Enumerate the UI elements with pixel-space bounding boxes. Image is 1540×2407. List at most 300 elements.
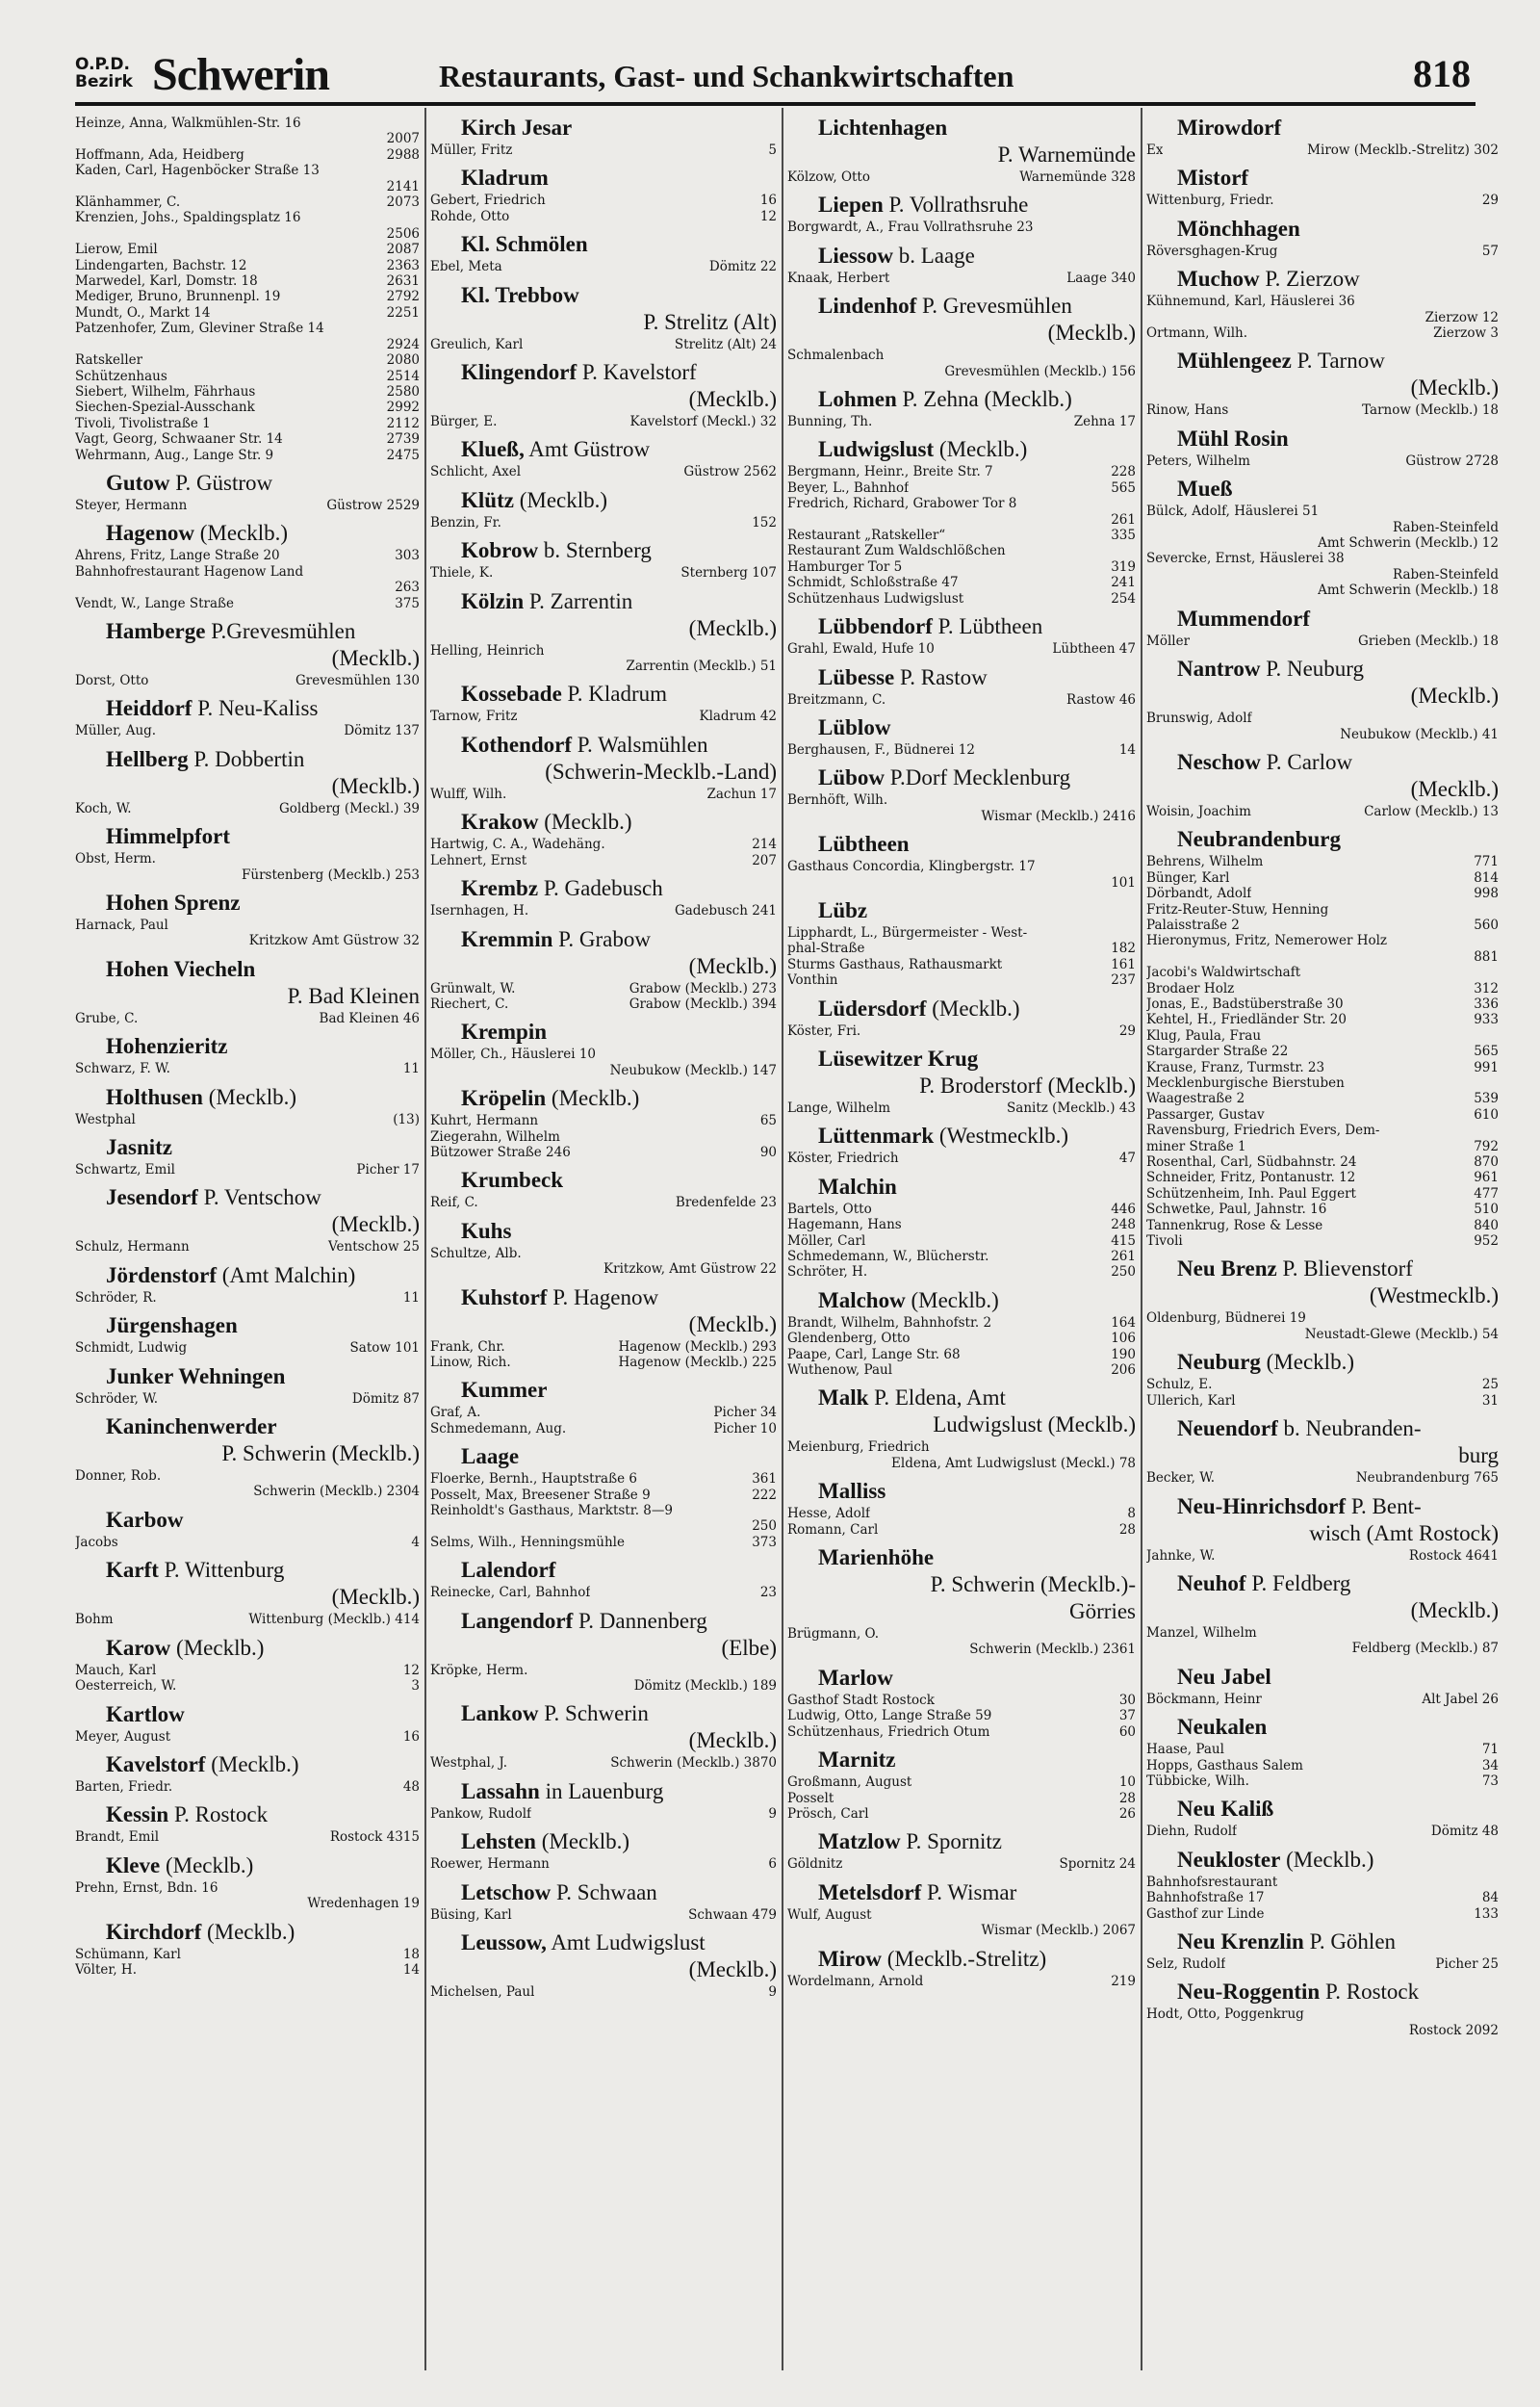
place-heading	[106, 1263, 420, 1288]
entry-phone: 28	[1118, 1521, 1136, 1538]
entry-phone: 771	[1474, 854, 1499, 870]
entry-name: Haase, Paul	[1146, 1742, 1224, 1758]
listing-entry	[430, 1145, 777, 1160]
place-name: Kothendorf	[461, 732, 572, 757]
place-heading-continuation: P. Warnemünde	[997, 142, 1136, 167]
listing-entry	[1146, 1044, 1499, 1059]
place-heading-continuation: wisch (Amt Rostock)	[1309, 1520, 1499, 1545]
entry-name: Fritz-Reuter-Stuw, Henning	[1146, 901, 1329, 918]
place-name: Hohen Sprenz	[106, 891, 241, 915]
postal-office: P. Neu-Kaliss	[192, 696, 319, 721]
place-heading	[461, 1701, 777, 1726]
place-name: Junker Wehningen	[106, 1363, 286, 1388]
postal-office: (Mecklb.)	[202, 1084, 297, 1109]
entry-name: Kuhrt, Hermann	[430, 1113, 539, 1129]
entry-phone: Picher 34	[713, 1405, 777, 1421]
entry-name: Brügmann, O.	[787, 1626, 880, 1643]
place-heading	[818, 832, 1136, 857]
postal-office: P. Tarnow	[1291, 349, 1385, 374]
entry-phone: 207	[752, 852, 777, 868]
entry-phone: Dömitz 87	[351, 1390, 420, 1407]
entry-phone: 31	[1481, 1392, 1499, 1409]
entry-phone: 2112	[386, 415, 420, 431]
postal-office: P. Rastow	[894, 664, 988, 689]
postal-office: P. Kavelstorf	[577, 360, 697, 385]
place-heading	[106, 1802, 420, 1827]
postal-office: (Mecklb.)	[1260, 1350, 1354, 1375]
entry-phone: Rostock 4315	[329, 1829, 420, 1846]
postal-office: P. Grevesmühlen	[916, 294, 1072, 319]
entry-name: Böckmann, Heinr	[1146, 1691, 1262, 1707]
place-heading	[106, 1185, 420, 1210]
entry-phone: Kavelstorf (Meckl.) 32	[629, 414, 777, 430]
entry-phone: 477	[1474, 1185, 1499, 1202]
listing-entry	[75, 116, 420, 131]
entry-phone: Dömitz 137	[344, 723, 420, 739]
listing-entry	[430, 1113, 777, 1128]
entry-phone: 65	[759, 1113, 777, 1129]
place-heading	[1177, 1350, 1499, 1375]
postal-office: P. Feldberg	[1245, 1570, 1351, 1595]
listing-entry	[1146, 142, 1499, 158]
entry-phone: Gadebusch 241	[674, 903, 777, 919]
entry-continuation: Raben-Steinfeld	[1392, 566, 1499, 582]
entry-name: Schützenheim, Inh. Paul Eggert	[1146, 1185, 1356, 1202]
entry-phone: 8	[1127, 1506, 1136, 1522]
listing-entry	[430, 709, 777, 724]
place-heading	[106, 1752, 420, 1777]
listing-entry	[787, 1856, 1136, 1872]
listing-entry	[1146, 1107, 1499, 1123]
place-heading	[1177, 1665, 1499, 1690]
listing-entry	[1146, 933, 1499, 948]
listing-entry	[1146, 244, 1499, 259]
postal-office: P.Dorf Mecklenburg	[885, 765, 1071, 790]
listing-entry	[1146, 2006, 1499, 2022]
listing-entry	[787, 1806, 1136, 1822]
entry-name: Westphal, J.	[430, 1755, 508, 1772]
place-name: Kremmin	[461, 926, 553, 951]
listing-entry	[1146, 1956, 1499, 1972]
postal-office: P. Hagenow	[547, 1284, 659, 1309]
listing-entry	[1146, 1692, 1499, 1707]
place-heading	[106, 1853, 420, 1878]
entry-name: Harnack, Paul	[75, 918, 168, 933]
entry-name: Schulz, E.	[1146, 1377, 1213, 1393]
entry-phone: Zehna 17	[1073, 414, 1136, 430]
entry-continuation: Kritzkow Amt Güstrow 32	[248, 933, 420, 949]
place-heading-continuation: P. Strelitz (Alt)	[643, 309, 777, 334]
place-name: Hohen Viecheln	[106, 956, 256, 981]
place-heading	[818, 1829, 1136, 1854]
entry-name: Riechert, C.	[430, 996, 509, 1012]
listing-entry	[75, 1947, 420, 1962]
place-name: Lübesse	[818, 664, 895, 689]
place-heading	[106, 696, 420, 721]
place-heading	[818, 715, 1136, 740]
place-name: Klingendorf	[461, 360, 578, 385]
listing-entry	[75, 1061, 420, 1076]
entry-phone: Laage 340	[1066, 270, 1136, 286]
entry-phone: 57	[1481, 243, 1499, 259]
listing-entry	[787, 641, 1136, 657]
entry-name: Lindengarten, Bachstr. 12	[75, 257, 247, 273]
place-name: Kladrum	[461, 166, 549, 191]
listing-entry	[1146, 965, 1499, 980]
entry-phone: Strelitz (Alt) 24	[674, 336, 777, 352]
place-heading	[818, 1880, 1136, 1905]
entry-phone: Grabow (Mecklb.) 273	[629, 980, 777, 996]
entry-phone: 60	[1118, 1723, 1136, 1740]
listing-entry	[787, 1708, 1136, 1723]
place-name: Kavelstorf	[106, 1751, 206, 1776]
listing-entry	[75, 1729, 420, 1745]
entry-name: Hartwig, C. A., Wadehäng.	[430, 837, 605, 853]
entry-phone: 610	[1474, 1106, 1499, 1123]
place-name: Malk	[818, 1385, 869, 1411]
place-name: Kleve	[106, 1852, 161, 1877]
place-heading	[818, 1747, 1136, 1773]
place-name: Neu Krenzlin	[1177, 1928, 1304, 1954]
entry-phone: Wittenburg (Mecklb.) 414	[248, 1612, 420, 1628]
listing-entry	[75, 321, 420, 336]
entry-name: Romann, Carl	[787, 1521, 879, 1538]
entry-phone: Tarnow (Mecklb.) 18	[1362, 402, 1499, 419]
entry-name: Schmalenbach	[787, 348, 885, 364]
postal-office: in Lauenburg	[539, 1778, 664, 1803]
entry-name: Helling, Heinrich	[430, 642, 545, 659]
entry-name: Beyer, L., Bahnhof	[787, 479, 910, 496]
place-heading	[461, 1378, 777, 1403]
entry-phone: Picher 17	[356, 1162, 420, 1178]
listing-entry	[787, 528, 1136, 543]
column-divider	[782, 108, 783, 2370]
entry-name: Bohm	[75, 1612, 114, 1628]
place-name: Jördenstorf	[106, 1262, 217, 1287]
listing-entry	[75, 1112, 420, 1127]
place-heading-continuation: (Mecklb.)	[1410, 375, 1499, 401]
entry-continuation: Dömitz (Mecklb.) 189	[633, 1678, 777, 1695]
entry-name: Dorst, Otto	[75, 672, 149, 688]
place-name: Lübow	[818, 765, 886, 790]
place-name: Lankow	[461, 1701, 539, 1726]
entry-name: Severcke, Ernst, Häuslerei 38	[1146, 551, 1345, 567]
entry-name: Bahnhofsrestaurant	[1146, 1874, 1278, 1890]
listing-entry	[787, 543, 1136, 558]
entry-name: Passarger, Gustav	[1146, 1106, 1265, 1123]
listing-entry	[430, 1503, 777, 1518]
postal-office: P. Dobbertin	[188, 746, 305, 771]
entry-phone: Grevesmühlen 130	[295, 672, 420, 688]
listing-entry	[430, 903, 777, 919]
entry-phone: 312	[1474, 980, 1499, 996]
entry-name: Tivoli	[1146, 1233, 1183, 1250]
entry-name: Sturms Gasthaus, Rathausmarkt	[787, 956, 1003, 972]
listing-entry	[1146, 504, 1499, 519]
entry-phone: 814	[1474, 869, 1499, 886]
entry-phone: Ventschow 25	[328, 1239, 420, 1255]
entry-phone: 10	[1118, 1774, 1136, 1791]
entry-name: Oesterreich, W.	[75, 1678, 177, 1695]
place-heading	[106, 521, 420, 546]
listing-entry	[430, 142, 777, 158]
listing-entry	[75, 1162, 420, 1178]
listing-entry	[75, 369, 420, 384]
entry-continuation: Rostock 2092	[1408, 2022, 1499, 2038]
entry-name: Schützenhaus Ludwigslust	[787, 590, 964, 607]
listing-entry	[787, 742, 1136, 758]
listing-entry	[787, 591, 1136, 607]
listing-entry	[430, 1585, 777, 1600]
entry-name: Diehn, Rudolf	[1146, 1824, 1238, 1840]
entry-phone: Dömitz 22	[708, 259, 777, 275]
entry-name: Wittenburg, Friedr.	[1146, 193, 1274, 209]
entry-phone: Sternberg 107	[680, 565, 777, 582]
entry-phone: Rostock 4641	[1408, 1547, 1499, 1564]
entry-phone: 23	[759, 1585, 777, 1601]
entry-phone: 375	[395, 595, 420, 611]
place-heading-continuation: (Mecklb.)	[688, 615, 777, 640]
entry-name: Greulich, Karl	[430, 336, 524, 352]
postal-office: (Mecklb.)	[546, 1086, 640, 1111]
listing-entry	[430, 414, 777, 429]
entry-name: Tannenkrug, Rose & Lesse	[1146, 1217, 1323, 1233]
listing-entry	[1146, 1139, 1499, 1154]
listing-entry	[1146, 1470, 1499, 1486]
place-name: Metelsdorf	[818, 1879, 922, 1904]
place-heading-continuation: (Mecklb.)	[331, 773, 420, 798]
entry-name: Hamburger Tor 5	[787, 558, 903, 575]
postal-office: P. Gadebusch	[538, 876, 663, 901]
listing-entry	[75, 416, 420, 431]
listing-entry	[787, 1626, 1136, 1642]
entry-name: Tivoli, Tivolistraße 1	[75, 415, 211, 431]
listing-entry	[75, 1290, 420, 1306]
place-name: Neubrandenburg	[1177, 827, 1341, 852]
column-2	[430, 116, 777, 2368]
place-heading-continuation: Ludwigslust (Mecklb.)	[933, 1412, 1136, 1437]
listing-entry	[430, 837, 777, 852]
entry-name: Brandt, Emil	[75, 1829, 160, 1846]
listing-entry	[787, 169, 1136, 185]
listing-entry	[75, 1663, 420, 1678]
entry-name: Wuthenow, Paul	[787, 1362, 893, 1379]
entry-phone: 12	[402, 1662, 420, 1678]
entry-continuation: Wismar (Mecklb.) 2067	[981, 1923, 1136, 1939]
entry-phone: 510	[1474, 1202, 1499, 1218]
listing-entry	[1146, 1625, 1499, 1641]
place-name: Lehsten	[461, 1829, 536, 1854]
entry-phone: 446	[1111, 1201, 1136, 1217]
entry-name: Gasthof zur Linde	[1146, 1905, 1265, 1922]
entry-name: Siebert, Wilhelm, Fährhaus	[75, 383, 256, 400]
entry-phone: 228	[1111, 464, 1136, 480]
entry-phone: Rastow 46	[1065, 691, 1136, 708]
place-heading	[818, 1124, 1136, 1149]
entry-name: Meienburg, Friedrich	[787, 1439, 930, 1456]
entry-name: Bunning, Th.	[787, 414, 873, 430]
place-heading	[461, 810, 777, 835]
place-heading	[461, 1779, 777, 1804]
entry-phone: 560	[1474, 917, 1499, 933]
listing-entry	[75, 548, 420, 563]
entry-name: Selms, Wilh., Henningsmühle	[430, 1534, 625, 1550]
postal-office: (Amt Malchin)	[216, 1262, 356, 1287]
entry-continuation: Amt Schwerin (Mecklb.) 18	[1318, 582, 1499, 599]
place-name: Kossebade	[461, 682, 562, 707]
entry-name: Restaurant „Ratskeller“	[787, 528, 946, 544]
postal-office: P. Walsmühlen	[572, 732, 708, 757]
entry-name: Schneider, Fritz, Pontanustr. 12	[1146, 1170, 1356, 1186]
place-heading	[818, 1666, 1136, 1691]
entry-name: Schmedemann, W., Blücherstr.	[787, 1249, 989, 1264]
place-name: Kummer	[461, 1378, 548, 1403]
place-name: Neu Brenz	[1177, 1256, 1277, 1281]
entry-phone: Grabow (Mecklb.) 394	[629, 996, 777, 1012]
entry-phone: 30	[1118, 1692, 1136, 1708]
postal-office: Amt Güstrow	[524, 437, 651, 462]
entry-name: Graf, A.	[430, 1405, 481, 1421]
entry-phone: 11	[402, 1061, 420, 1077]
listing-entry	[75, 1779, 420, 1795]
listing-entry	[75, 289, 420, 304]
listing-entry	[1146, 1028, 1499, 1044]
entry-name: Vagt, Georg, Schwaaner Str. 14	[75, 431, 283, 448]
place-name: Marienhöhe	[818, 1545, 935, 1570]
entry-phone: Satow 101	[349, 1340, 420, 1357]
place-heading-continuation: (Schwerin-Mecklb.-Land)	[545, 759, 777, 784]
listing-entry	[1146, 453, 1499, 469]
place-name: Malliss	[818, 1479, 886, 1504]
postal-office: P. Vollrathsruhe	[883, 193, 1029, 218]
entry-name: Brunswig, Adolf	[1146, 711, 1252, 727]
place-heading	[818, 193, 1136, 218]
place-name: Lüsewitzer Krug	[818, 1046, 979, 1071]
place-name: Kl. Trebbow	[461, 282, 579, 307]
listing-entry	[787, 220, 1136, 235]
entry-name: Selz, Rudolf	[1146, 1955, 1226, 1972]
listing-entry	[1146, 1186, 1499, 1202]
postal-office: (Mecklb.)	[201, 1919, 295, 1944]
entry-name: Möller, Ch., Häuslerei 10	[430, 1047, 597, 1063]
entry-name: Reif, C.	[430, 1195, 478, 1211]
postal-office: P. Bent-	[1346, 1493, 1422, 1518]
entry-phone: Carlow (Mecklb.) 13	[1364, 803, 1499, 819]
postal-office: P. Zehna (Mecklb.)	[896, 387, 1072, 412]
entry-phone: 152	[752, 514, 777, 531]
listing-entry	[430, 1355, 777, 1370]
page-number: 818	[1413, 52, 1471, 95]
column-1	[75, 116, 420, 2368]
entry-name: Reinecke, Carl, Bahnhof	[430, 1585, 591, 1601]
listing-entry	[787, 859, 1136, 874]
postal-office: P. Rostock	[1320, 1980, 1420, 2005]
listing-entry	[787, 1331, 1136, 1346]
listing-entry	[787, 957, 1136, 972]
listing-entry	[787, 1522, 1136, 1538]
entry-phone: 4	[411, 1534, 420, 1550]
entry-phone: 373	[752, 1534, 777, 1550]
postal-office: P. Schwerin	[538, 1701, 649, 1726]
listing-entry	[75, 448, 420, 463]
entry-name: Glendenberg, Otto	[787, 1331, 911, 1347]
entry-name: Jacobs	[75, 1534, 118, 1550]
listing-entry	[430, 1421, 777, 1436]
place-heading-continuation: P. Schwerin (Mecklb.)-	[930, 1572, 1136, 1597]
place-heading	[1177, 1848, 1499, 1873]
listing-entry	[1146, 1091, 1499, 1106]
entry-name: Mecklenburgische Bierstuben	[1146, 1075, 1345, 1091]
listing-entry	[75, 194, 420, 210]
listing-entry	[430, 1488, 777, 1503]
listing-entry	[787, 271, 1136, 286]
entry-phone: 237	[1111, 972, 1136, 989]
entry-phone: 254	[1111, 590, 1136, 607]
place-name: Mirowdorf	[1177, 116, 1282, 140]
listing-entry	[787, 1974, 1136, 1989]
listing-entry	[787, 480, 1136, 496]
entry-phone: 47	[1118, 1151, 1136, 1167]
listing-entry	[75, 918, 420, 933]
place-heading-continuation: Görries	[1069, 1599, 1136, 1624]
entry-name: miner Straße 1	[1146, 1138, 1246, 1154]
place-name: Holthusen	[106, 1084, 203, 1109]
place-heading-continuation: (Mecklb.)	[331, 645, 420, 670]
postal-office: P. Spornitz	[900, 1829, 1003, 1854]
entry-phone: 106	[1111, 1331, 1136, 1347]
postal-office: (Mecklb.)	[934, 437, 1028, 462]
place-name: Lüttenmark	[818, 1124, 935, 1149]
postal-office: P. Dannenberg	[573, 1608, 707, 1633]
entry-phone: 206	[1111, 1362, 1136, 1379]
place-name: Nantrow	[1177, 657, 1261, 682]
place-heading	[461, 1558, 777, 1583]
place-heading	[818, 116, 1136, 141]
place-name: Neu-Hinrichsdorf	[1177, 1493, 1347, 1518]
listing-entry	[430, 1471, 777, 1487]
place-name: Jürgenshagen	[106, 1313, 238, 1338]
listing-entry	[787, 1506, 1136, 1521]
place-heading	[461, 488, 777, 513]
place-name: Neuhof	[1177, 1570, 1246, 1595]
place-name: Neuburg	[1177, 1350, 1261, 1375]
entry-name: Grube, C.	[75, 1010, 139, 1026]
entry-phone: 34	[1481, 1757, 1499, 1773]
entry-name: Benzin, Fr.	[430, 514, 501, 531]
listing-entry	[787, 348, 1136, 363]
entry-name: Mediger, Bruno, Brunnenpl. 19	[75, 289, 281, 305]
place-heading	[106, 1135, 420, 1160]
place-heading	[1177, 1929, 1499, 1954]
entry-name: Möller, Carl	[787, 1232, 866, 1249]
entry-continuation: 101	[1111, 874, 1136, 891]
entry-name: Jacobi's Waldwirtschaft	[1146, 965, 1301, 981]
entry-name: Kühnemund, Karl, Häuslerei 36	[1146, 294, 1355, 310]
place-name: Kartlow	[106, 1701, 185, 1726]
entry-name: Großmann, August	[787, 1774, 912, 1791]
entry-phone: 164	[1111, 1314, 1136, 1331]
listing-entry	[75, 1011, 420, 1026]
place-heading	[461, 733, 777, 758]
place-heading	[461, 876, 777, 901]
entry-name: Hoffmann, Ada, Heidberg	[75, 146, 244, 163]
entry-name: Krenzien, Johs., Spaldingsplatz 16	[75, 210, 301, 226]
entry-name: Brandt, Wilhelm, Bahnhofstr. 2	[787, 1314, 992, 1331]
place-name: Laage	[461, 1444, 520, 1469]
place-name: Neschow	[1177, 749, 1261, 774]
entry-name: Schwetke, Paul, Jahnstr. 16	[1146, 1202, 1327, 1218]
place-heading-continuation: burg	[1458, 1443, 1499, 1468]
